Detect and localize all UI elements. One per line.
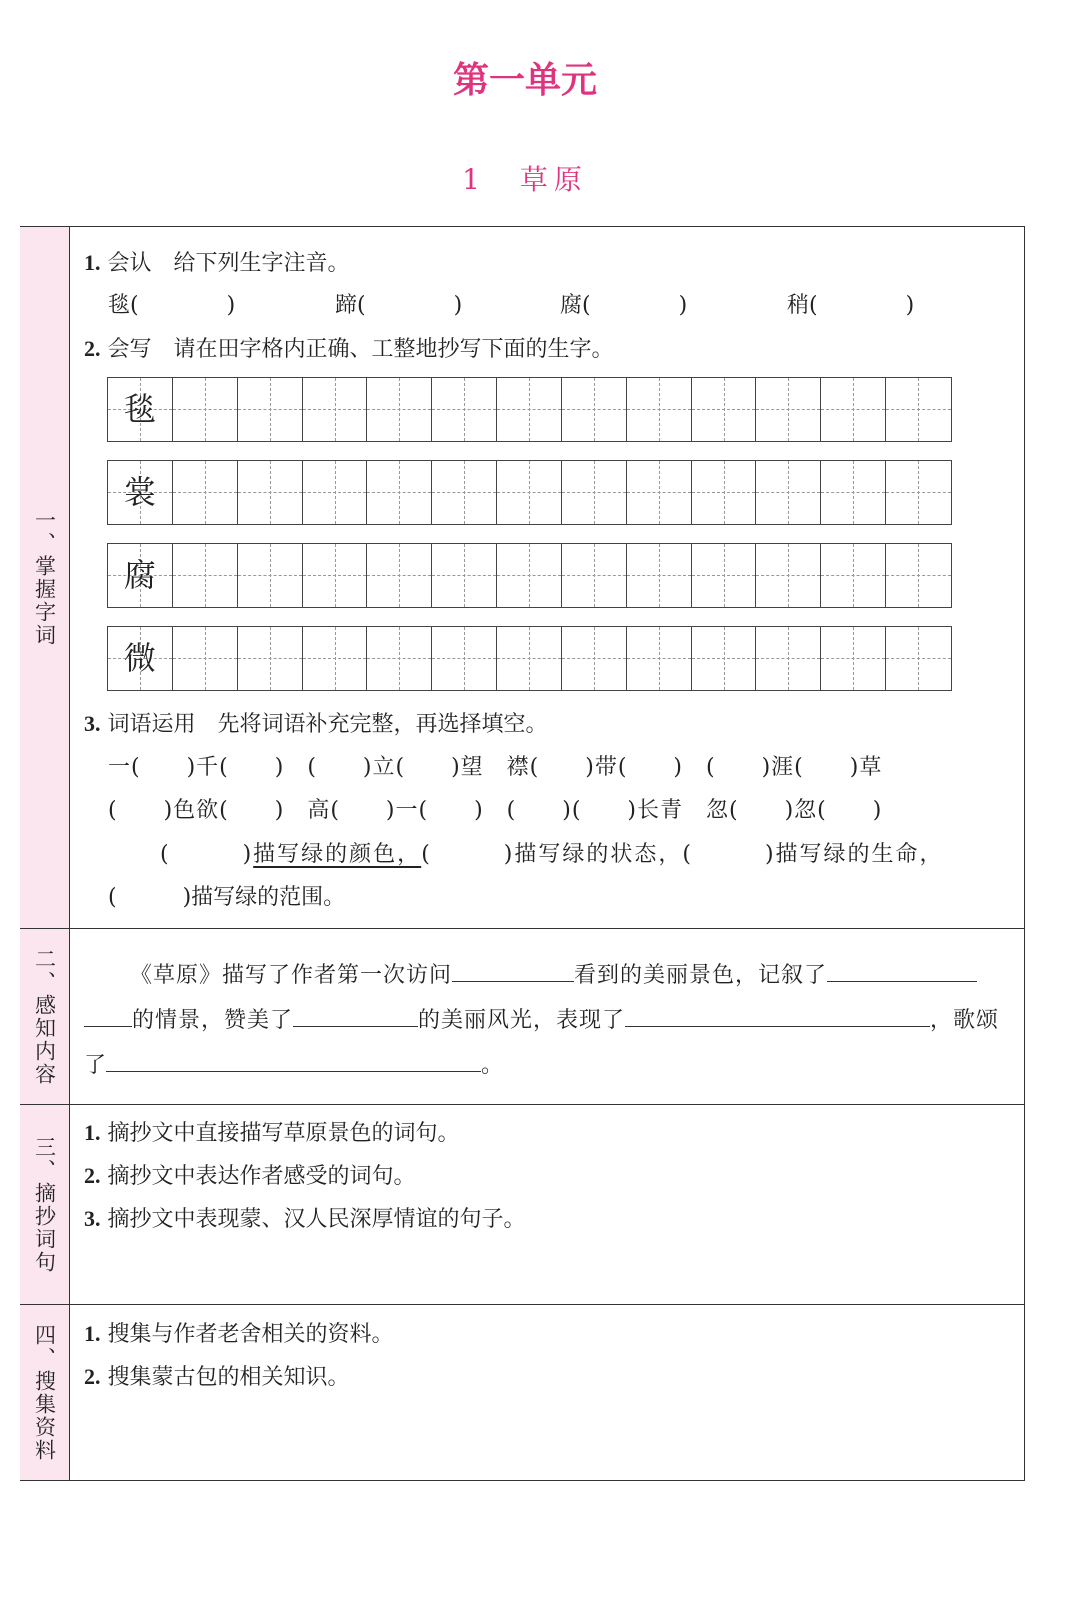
- research-item: 2. 搜集蒙古包的相关知识。: [84, 1364, 350, 1390]
- model-character-cell: [108, 627, 173, 690]
- fill-row[interactable]: ( )描写绿的范围。: [108, 885, 346, 910]
- section-label-1: [20, 227, 70, 928]
- model-character-cell: [108, 378, 173, 441]
- writing-cell[interactable]: [562, 627, 627, 690]
- writing-cell[interactable]: [756, 378, 821, 441]
- excerpt-item: 3. 摘抄文中表现蒙、汉人民深厚情谊的句子。: [84, 1206, 526, 1232]
- writing-cell[interactable]: [238, 627, 303, 690]
- writing-cell[interactable]: [692, 461, 757, 524]
- model-character: 微: [123, 639, 156, 677]
- writing-cell[interactable]: [367, 461, 432, 524]
- writing-cell[interactable]: [692, 378, 757, 441]
- divider: [20, 1304, 1025, 1305]
- model-character: 腐: [123, 556, 156, 594]
- writing-cell[interactable]: [367, 627, 432, 690]
- summary-line-3[interactable]: 了 。: [84, 1053, 504, 1078]
- writing-cell[interactable]: [562, 378, 627, 441]
- word-row-1[interactable]: 一( )千( ) ( )立( )望 襟( )带( ) ( )涯( )草: [108, 755, 883, 780]
- writing-cell[interactable]: [367, 378, 432, 441]
- writing-cell[interactable]: [497, 544, 562, 607]
- question-3: 3. 词语运用 先将词语补充完整，再选择填空。: [84, 711, 548, 737]
- writing-cell[interactable]: [238, 461, 303, 524]
- divider: [20, 928, 1025, 929]
- writing-grid-row: [107, 543, 952, 608]
- writing-cell[interactable]: [627, 378, 692, 441]
- writing-cell[interactable]: [821, 627, 886, 690]
- model-character: 裳: [123, 473, 156, 511]
- section-label-text: 四、搜集资料: [32, 1323, 57, 1462]
- writing-cell[interactable]: [303, 544, 368, 607]
- summary-line-1[interactable]: 《草原》描写了作者第一次访问 看到的美丽景色，记叙了: [130, 958, 977, 989]
- pinyin-item[interactable]: 毯( ): [108, 293, 236, 318]
- writing-cell[interactable]: [497, 378, 562, 441]
- writing-cell[interactable]: [238, 378, 303, 441]
- research-item: 1. 搜集与作者老舍相关的资料。: [84, 1321, 394, 1347]
- question-1: 1. 会认 给下列生字注音。: [84, 250, 350, 276]
- writing-cell[interactable]: [432, 544, 497, 607]
- pinyin-item[interactable]: 蹄( ): [335, 293, 463, 318]
- writing-cell[interactable]: [886, 461, 951, 524]
- writing-grid-row: [107, 626, 952, 691]
- writing-cell[interactable]: [562, 544, 627, 607]
- writing-cell[interactable]: [627, 627, 692, 690]
- writing-cell[interactable]: [303, 627, 368, 690]
- writing-cell[interactable]: [238, 544, 303, 607]
- excerpt-item: 2. 摘抄文中表达作者感受的词句。: [84, 1163, 416, 1189]
- writing-cell[interactable]: [692, 544, 757, 607]
- divider: [20, 1104, 1025, 1105]
- section-label-3: [20, 1105, 70, 1304]
- section-label-2: [20, 929, 70, 1104]
- summary-line-2[interactable]: 的情景，赞美了 的美丽风光，表现了 ，歌颂: [84, 1003, 999, 1034]
- writing-cell[interactable]: [432, 627, 497, 690]
- writing-cell[interactable]: [432, 461, 497, 524]
- question-2: 2. 会写 请在田字格内正确、工整地抄写下面的生字。: [84, 336, 614, 362]
- model-character-cell: [108, 461, 173, 524]
- model-character: 毯: [123, 390, 156, 428]
- writing-cell[interactable]: [692, 627, 757, 690]
- writing-cell[interactable]: [886, 378, 951, 441]
- writing-cell[interactable]: [756, 461, 821, 524]
- writing-cell[interactable]: [497, 627, 562, 690]
- writing-cell[interactable]: [497, 461, 562, 524]
- pinyin-item[interactable]: 稍( ): [787, 293, 915, 318]
- writing-grid-row: [107, 460, 952, 525]
- model-character-cell: [108, 544, 173, 607]
- word-row-2[interactable]: ( )色欲( ) 高( )一( ) ( )( )长青 忽( )忽( ): [108, 798, 883, 823]
- writing-cell[interactable]: [173, 627, 238, 690]
- writing-cell[interactable]: [821, 378, 886, 441]
- writing-cell[interactable]: [303, 378, 368, 441]
- fill-row[interactable]: ( )描写绿的颜色，( )描写绿的状态，( )描写绿的生命，: [160, 842, 944, 867]
- section-label-text: 一、掌握字词: [32, 508, 57, 647]
- section-label-text: 二、感知内容: [32, 947, 57, 1086]
- writing-cell[interactable]: [627, 544, 692, 607]
- section-label-text: 三、摘抄词句: [32, 1135, 57, 1274]
- writing-grid-row: [107, 377, 952, 442]
- writing-cell[interactable]: [173, 378, 238, 441]
- writing-cell[interactable]: [627, 461, 692, 524]
- writing-cell[interactable]: [821, 461, 886, 524]
- writing-cell[interactable]: [756, 544, 821, 607]
- section-label-4: [20, 1305, 70, 1480]
- excerpt-item: 1. 摘抄文中直接描写草原景色的词句。: [84, 1120, 460, 1146]
- writing-cell[interactable]: [886, 544, 951, 607]
- pinyin-item[interactable]: 腐( ): [560, 293, 688, 318]
- writing-cell[interactable]: [367, 544, 432, 607]
- writing-cell[interactable]: [173, 544, 238, 607]
- writing-cell[interactable]: [303, 461, 368, 524]
- unit-title: 第一单元: [452, 60, 597, 101]
- writing-cell[interactable]: [562, 461, 627, 524]
- writing-cell[interactable]: [173, 461, 238, 524]
- writing-cell[interactable]: [886, 627, 951, 690]
- writing-cell[interactable]: [432, 378, 497, 441]
- writing-cell[interactable]: [821, 544, 886, 607]
- writing-cell[interactable]: [756, 627, 821, 690]
- lesson-title: 1 草原: [462, 163, 588, 196]
